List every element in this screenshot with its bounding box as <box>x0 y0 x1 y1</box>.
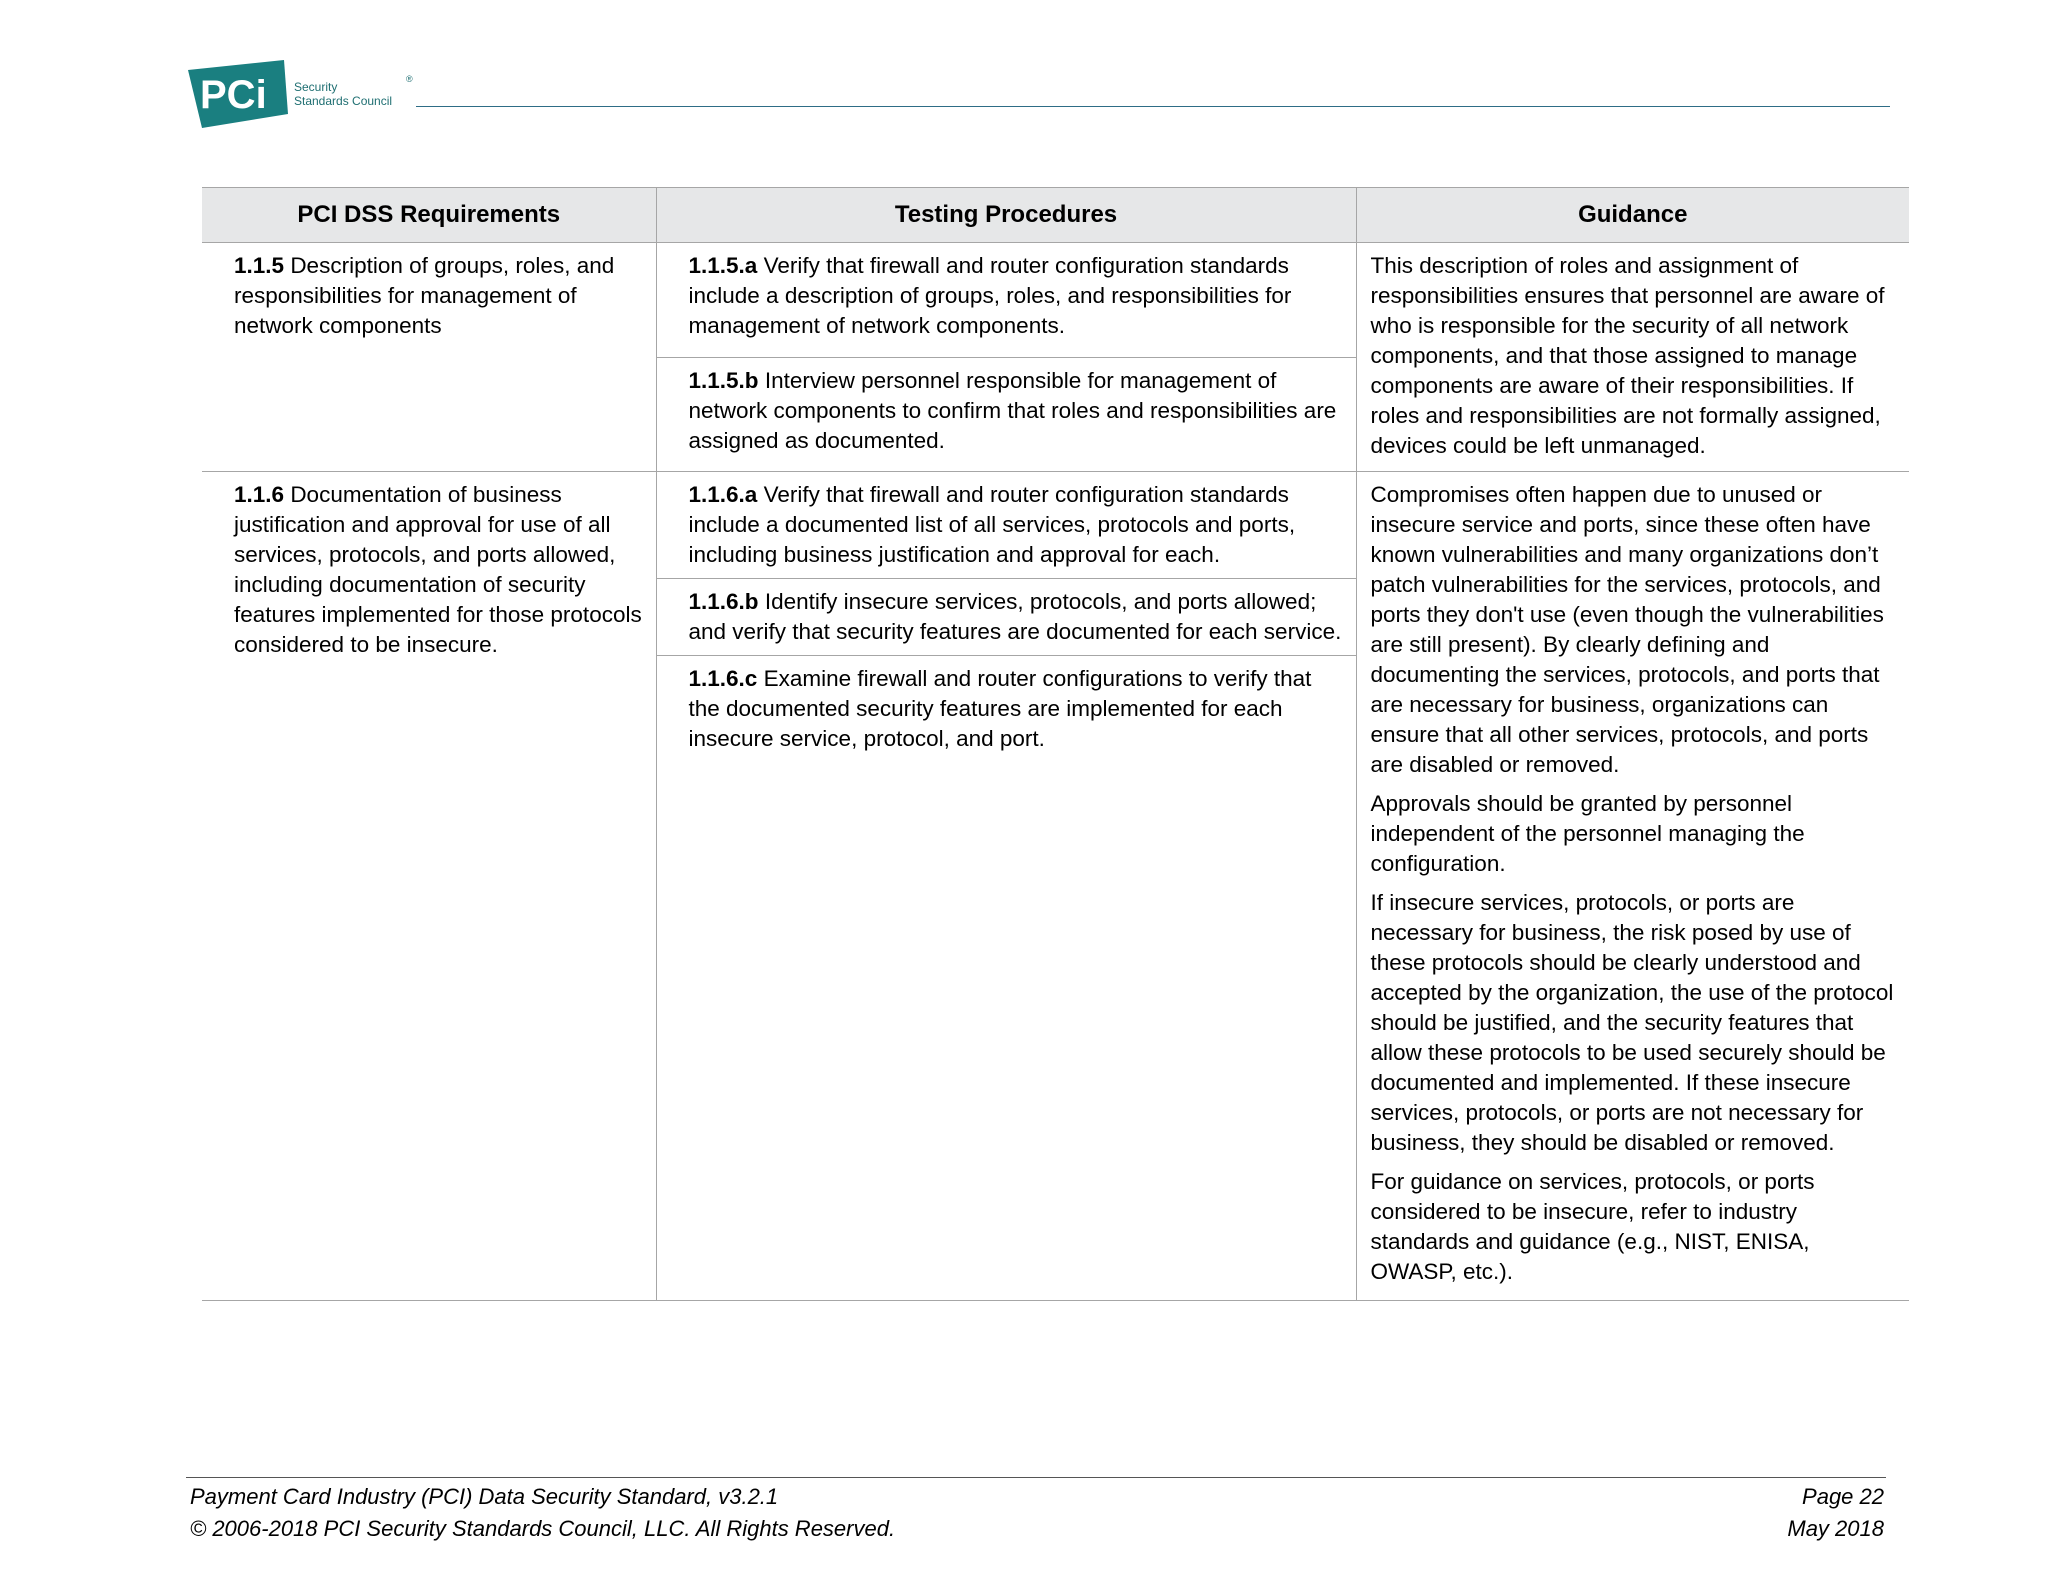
requirement-id: 1.1.6 <box>234 482 285 507</box>
guidance-paragraph: For guidance on services, protocols, or ports considered to be insecure, refer to industry standards and guidance (e.g., NIST, ENISA, OWASP, etc.). <box>1370 1169 1815 1284</box>
procedure-cell <box>656 656 1356 1301</box>
procedure-text: Interview personnel responsible for management of network components to confirm that roles and responsibilities are assigned as documented. <box>688 367 1337 453</box>
procedure-text: Verify that firewall and router configuration standards include a documented list of all services, protocols and ports, including business justification and approval for each. <box>688 482 1296 567</box>
requirement-id: 1.1.5 <box>234 253 285 278</box>
procedure-id: 1.1.6.c <box>688 666 758 691</box>
logo-wordmark: PCi <box>200 73 267 117</box>
guidance-paragraph: This description of roles and assignment of responsibilities ensures that personnel are aware of who is responsible for the security of all network components, and that those assigned to manage components are aware of their responsibilities. If roles and responsibilities are not formally assigned, devices could be left unmanaged. <box>1370 253 1885 458</box>
logo-caption-line2: Standards Council <box>294 94 393 108</box>
procedure-cell <box>656 579 1356 656</box>
table-header-row <box>202 188 1909 243</box>
footer-copyright: © 2006-2018 PCI Security Standards Council, LLC. All Rights Reserved. <box>190 1516 896 1541</box>
requirement-cell <box>202 243 656 472</box>
guidance-paragraph: Compromises often happen due to unused or insecure service and ports, since these often have known vulnerabilities and many organizations don’t patch vulnerabilities for the services, protocols, and ports they don't use (even though the vulnerabilities are still present). By clearly defining and documenting the services, protocols, and ports that are necessary for business, organizations can ensure that all other services, protocols, and ports are disabled or removed. <box>1370 482 1884 777</box>
procedure-text: Verify that firewall and router configuration standards include a description of groups, roles, and responsibilities for management of network components. <box>688 253 1292 338</box>
table-row <box>202 472 1909 579</box>
procedure-text: Identify insecure services, protocols, and ports allowed; and verify that security features are documented for each service. <box>688 589 1342 644</box>
logo-caption-line1: Security <box>294 80 338 94</box>
pci-logo <box>186 58 426 134</box>
requirement-cell <box>202 472 656 1301</box>
registered-mark: ® <box>406 74 413 84</box>
procedure-cell <box>656 472 1356 579</box>
column-header-testing-procedures: Testing Procedures <box>656 188 1356 243</box>
requirements-table <box>202 187 1909 1301</box>
logo-caption <box>294 74 413 108</box>
guidance-paragraph: If insecure services, protocols, or ports are necessary for business, the risk posed by use of these protocols should be clearly understood and accepted by the organization, the use of the protocol should be justified, and the security features that allow these protocols to be used securely should be documented and implemented. If these insecure services, protocols, or ports are not necessary for business, they should be disabled or removed. <box>1370 890 1894 1155</box>
footer-divider <box>186 1477 1886 1478</box>
column-header-requirements: PCI DSS Requirements <box>202 188 656 243</box>
procedure-text: Examine firewall and router configurations to verify that the documented security features are implemented for each insecure service, protocol, and port. <box>688 666 1312 751</box>
header-divider <box>416 106 1890 107</box>
procedure-cell <box>656 243 1356 358</box>
procedure-id: 1.1.6.a <box>688 482 758 507</box>
procedure-id: 1.1.6.b <box>688 589 759 614</box>
footer-document-title: Payment Card Industry (PCI) Data Security Standard, v3.2.1 <box>190 1484 779 1509</box>
footer-date: May 2018 <box>1787 1516 1884 1541</box>
pci-logo-icon <box>186 58 290 130</box>
procedure-id: 1.1.5.a <box>688 253 758 278</box>
footer-page-number: Page 22 <box>1802 1484 1884 1509</box>
requirement-text: Documentation of business justification and approval for use of all services, protocols, and ports allowed, including documentation of security features implemented for those protocols considered to be insecure. <box>234 482 642 657</box>
column-header-guidance: Guidance <box>1356 188 1909 243</box>
table-row <box>202 243 1909 358</box>
procedure-cell <box>656 357 1356 472</box>
guidance-cell <box>1356 243 1909 472</box>
requirement-text: Description of groups, roles, and responsibilities for management of network components <box>234 253 615 338</box>
procedure-id: 1.1.5.b <box>688 367 759 393</box>
guidance-paragraph: Approvals should be granted by personnel independent of the personnel managing the configuration. <box>1370 791 1805 876</box>
guidance-cell <box>1356 472 1909 1301</box>
page-footer <box>190 1481 1884 1545</box>
cell-spacer <box>689 754 1346 1292</box>
